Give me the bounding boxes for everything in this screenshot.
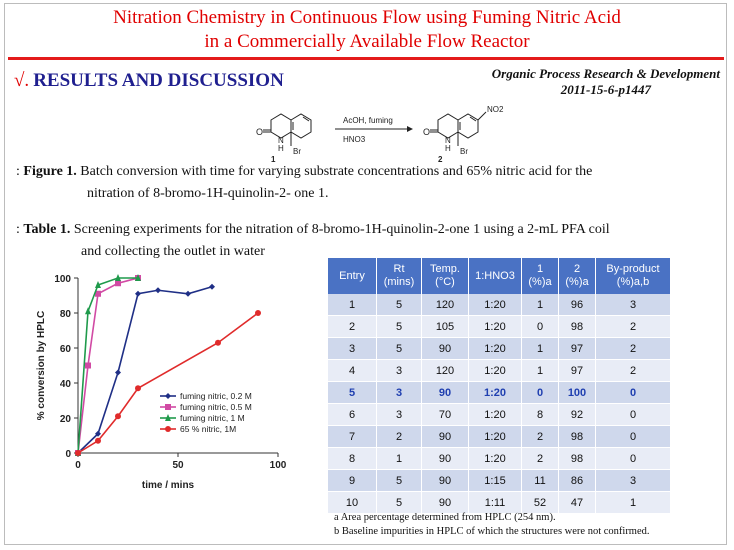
table-caption xyxy=(16,219,610,263)
x-tick-label: 100 xyxy=(269,460,287,471)
header-line-1: Rt xyxy=(393,263,405,275)
table-cell: 1:20 xyxy=(469,426,522,448)
table-cell: 5 xyxy=(377,294,422,316)
data-point xyxy=(165,404,171,410)
table-footnotes xyxy=(334,511,650,539)
table-cell: 0 xyxy=(522,316,559,338)
header-line-1: Temp. xyxy=(430,263,460,275)
table-header-cell xyxy=(422,258,469,294)
table-cell: 1 xyxy=(522,360,559,382)
table-cell: 10 xyxy=(328,492,377,514)
data-point xyxy=(85,307,91,314)
reagent-line-1: AcOH, fuming xyxy=(343,116,393,125)
data-point xyxy=(75,450,81,456)
data-point xyxy=(135,385,141,391)
compound-1-o: O xyxy=(256,127,264,137)
legend-label: fuming nitric, 1 M xyxy=(180,413,245,423)
y-tick-label: 40 xyxy=(59,379,71,390)
table-cell: 5 xyxy=(377,470,422,492)
header-line-2: (%)a xyxy=(528,276,552,288)
compound-2-label: 2 xyxy=(438,155,443,164)
table-caption-line-1: Screening experiments for the nitration of 8-bromo-1H-quinolin-2-one 1 using a 2-mL PFA coil xyxy=(73,222,610,237)
table-body xyxy=(328,294,671,514)
y-tick-label: 0 xyxy=(65,449,71,460)
header-line-2: (%)a xyxy=(565,276,589,288)
table-cell: 1:20 xyxy=(469,338,522,360)
table-row xyxy=(328,448,671,470)
compound-1-structure xyxy=(263,114,311,146)
title-line-1: Nitration Chemistry in Continuous Flow using Fuming Nitric Acid xyxy=(113,7,621,28)
table-cell: 105 xyxy=(422,316,469,338)
data-point xyxy=(209,284,215,290)
header-line-2: (mins) xyxy=(383,276,415,288)
compound-1-n: N xyxy=(278,136,284,145)
table-row xyxy=(328,338,671,360)
page-title xyxy=(0,6,734,54)
table-cell: 1 xyxy=(522,338,559,360)
compound-2-br: Br xyxy=(460,147,468,156)
compound-1-h: H xyxy=(278,144,284,153)
table-header-cell xyxy=(328,258,377,294)
journal-ref: 2011-15-6-p1447 xyxy=(560,82,652,97)
header-line-1: Entry xyxy=(339,269,365,282)
data-point xyxy=(255,310,261,316)
table-row xyxy=(328,316,671,338)
table-cell: 70 xyxy=(422,404,469,426)
table-cell: 2 xyxy=(596,360,671,382)
results-table xyxy=(328,258,671,514)
table-cell: 98 xyxy=(559,316,596,338)
data-point xyxy=(115,413,121,419)
y-tick-label: 100 xyxy=(54,274,71,285)
x-tick-label: 50 xyxy=(172,460,184,471)
table-cell: 5 xyxy=(377,316,422,338)
header-line-1: By-product xyxy=(606,263,660,275)
table-cell: 97 xyxy=(559,338,596,360)
check-mark: √. xyxy=(14,70,30,91)
table-cell: 97 xyxy=(559,360,596,382)
data-point xyxy=(95,438,101,444)
table-cell: 90 xyxy=(422,492,469,514)
data-point xyxy=(215,340,221,346)
header-line-1: 1 xyxy=(536,263,544,275)
y-axis-label: % conversion by HPLC xyxy=(36,310,47,421)
table-cell: 5 xyxy=(377,338,422,360)
table-cell: 0 xyxy=(596,448,671,470)
table-label: Table 1. xyxy=(23,222,71,237)
title-line-2: in a Commercially Available Flow Reactor xyxy=(204,31,530,52)
table-cell: 1:20 xyxy=(469,382,522,404)
y-tick-label: 80 xyxy=(59,309,71,320)
table-cell: 1 xyxy=(596,492,671,514)
table-cell: 2 xyxy=(328,316,377,338)
table-cell: 0 xyxy=(522,382,559,404)
table-row xyxy=(328,294,671,316)
table-cell: 2 xyxy=(377,426,422,448)
legend-label: 65 % nitric, 1M xyxy=(180,424,237,434)
table-row xyxy=(328,470,671,492)
compound-2-n: N xyxy=(445,136,451,145)
data-point xyxy=(155,287,161,293)
table-cell: 3 xyxy=(377,404,422,426)
data-point xyxy=(115,370,121,376)
table-cell: 120 xyxy=(422,360,469,382)
table-cell: 86 xyxy=(559,470,596,492)
compound-1-br: Br xyxy=(293,147,301,156)
table-cell: 1 xyxy=(377,448,422,470)
journal-name: Organic Process Research & Development xyxy=(491,66,720,81)
table-header-cell xyxy=(559,258,596,294)
figure-bullet: : xyxy=(16,164,20,179)
legend-label: fuming nitric, 0.2 M xyxy=(180,391,252,401)
reaction-arrowhead xyxy=(407,126,413,132)
footnote-b: b Baseline impurities in HPLC of which the structures were not confirmed. xyxy=(334,526,650,537)
table-cell: 2 xyxy=(522,426,559,448)
table-header-cell xyxy=(377,258,422,294)
table-cell: 100 xyxy=(559,382,596,404)
table-cell: 96 xyxy=(559,294,596,316)
figure-caption-line-1: Batch conversion with time for varying substrate concentrations and 65% nitric acid for the xyxy=(80,164,593,179)
table-cell: 3 xyxy=(377,382,422,404)
x-axis-label: time / mins xyxy=(141,480,195,491)
table-cell: 1:15 xyxy=(469,470,522,492)
data-point xyxy=(165,393,171,399)
table-row xyxy=(328,426,671,448)
table-cell: 5 xyxy=(377,492,422,514)
table-cell: 1:20 xyxy=(469,316,522,338)
table-cell: 90 xyxy=(422,426,469,448)
header-line-2: (%)a,b xyxy=(616,276,650,288)
table-cell: 1:20 xyxy=(469,448,522,470)
table-header-row xyxy=(328,258,671,294)
table-cell: 8 xyxy=(328,448,377,470)
table-cell: 90 xyxy=(422,470,469,492)
compound-1-label: 1 xyxy=(271,155,276,164)
table-cell: 1 xyxy=(328,294,377,316)
table-cell: 98 xyxy=(559,448,596,470)
table-cell: 0 xyxy=(596,404,671,426)
table-row xyxy=(328,382,671,404)
table-cell: 4 xyxy=(328,360,377,382)
data-point xyxy=(135,291,141,297)
figure-caption xyxy=(16,161,592,205)
table-cell: 1:20 xyxy=(469,404,522,426)
reaction-scheme xyxy=(255,98,520,168)
table-cell: 47 xyxy=(559,492,596,514)
table-cell: 0 xyxy=(596,426,671,448)
table-cell: 2 xyxy=(522,448,559,470)
header-line-2: (°C) xyxy=(435,276,455,288)
compound-2-no2: NO2 xyxy=(487,105,504,114)
section-heading-text: RESULTS AND DISCUSSION xyxy=(33,70,284,91)
compound-2-h: H xyxy=(445,144,451,153)
table-cell: 3 xyxy=(328,338,377,360)
compound-2-o: O xyxy=(423,127,431,137)
section-heading xyxy=(14,70,284,92)
table-cell: 8 xyxy=(522,404,559,426)
figure-label: Figure 1. xyxy=(23,164,77,179)
table-caption-line-2: and collecting the outlet in water xyxy=(81,244,265,259)
table-cell: 90 xyxy=(422,448,469,470)
table-cell: 3 xyxy=(596,294,671,316)
reagent-line-2: HNO3 xyxy=(343,135,366,144)
x-tick-label: 0 xyxy=(75,460,81,471)
y-tick-label: 60 xyxy=(59,344,71,355)
table-cell: 92 xyxy=(559,404,596,426)
table-cell: 7 xyxy=(328,426,377,448)
y-tick-label: 20 xyxy=(59,414,71,425)
conversion-chart xyxy=(8,262,326,502)
table-cell: 3 xyxy=(596,470,671,492)
figure-caption-line-2: nitration of 8-bromo-1H-quinolin-2- one 1. xyxy=(87,186,329,201)
header-line-1: 2 xyxy=(573,263,581,275)
table-cell: 1 xyxy=(522,294,559,316)
data-point xyxy=(165,426,171,432)
journal-reference xyxy=(492,66,720,98)
table-header-cell xyxy=(469,258,522,294)
table-cell: 1:20 xyxy=(469,360,522,382)
compound-2-structure xyxy=(430,112,486,146)
table-cell: 0 xyxy=(596,382,671,404)
table-cell: 120 xyxy=(422,294,469,316)
footnote-a: a Area percentage determined from HPLC (254 nm). xyxy=(334,512,556,523)
table-row xyxy=(328,360,671,382)
table-bullet: : xyxy=(16,222,20,237)
legend-label: fuming nitric, 0.5 M xyxy=(180,402,252,412)
table-header-cell xyxy=(522,258,559,294)
header-line-1: 1:HNO3 xyxy=(475,269,515,282)
table-cell: 90 xyxy=(422,338,469,360)
table-row xyxy=(328,404,671,426)
table-cell: 5 xyxy=(328,382,377,404)
data-point xyxy=(85,363,91,369)
table-cell: 1:20 xyxy=(469,294,522,316)
table-cell: 2 xyxy=(596,338,671,360)
table-cell: 1:11 xyxy=(469,492,522,514)
data-point xyxy=(115,280,121,286)
table-cell: 98 xyxy=(559,426,596,448)
title-divider xyxy=(8,57,724,60)
table-cell: 90 xyxy=(422,382,469,404)
table-header-cell xyxy=(596,258,671,294)
table-cell: 2 xyxy=(596,316,671,338)
table-cell: 9 xyxy=(328,470,377,492)
table-cell: 52 xyxy=(522,492,559,514)
data-point xyxy=(185,291,191,297)
table-cell: 3 xyxy=(377,360,422,382)
table-cell: 6 xyxy=(328,404,377,426)
table-cell: 11 xyxy=(522,470,559,492)
